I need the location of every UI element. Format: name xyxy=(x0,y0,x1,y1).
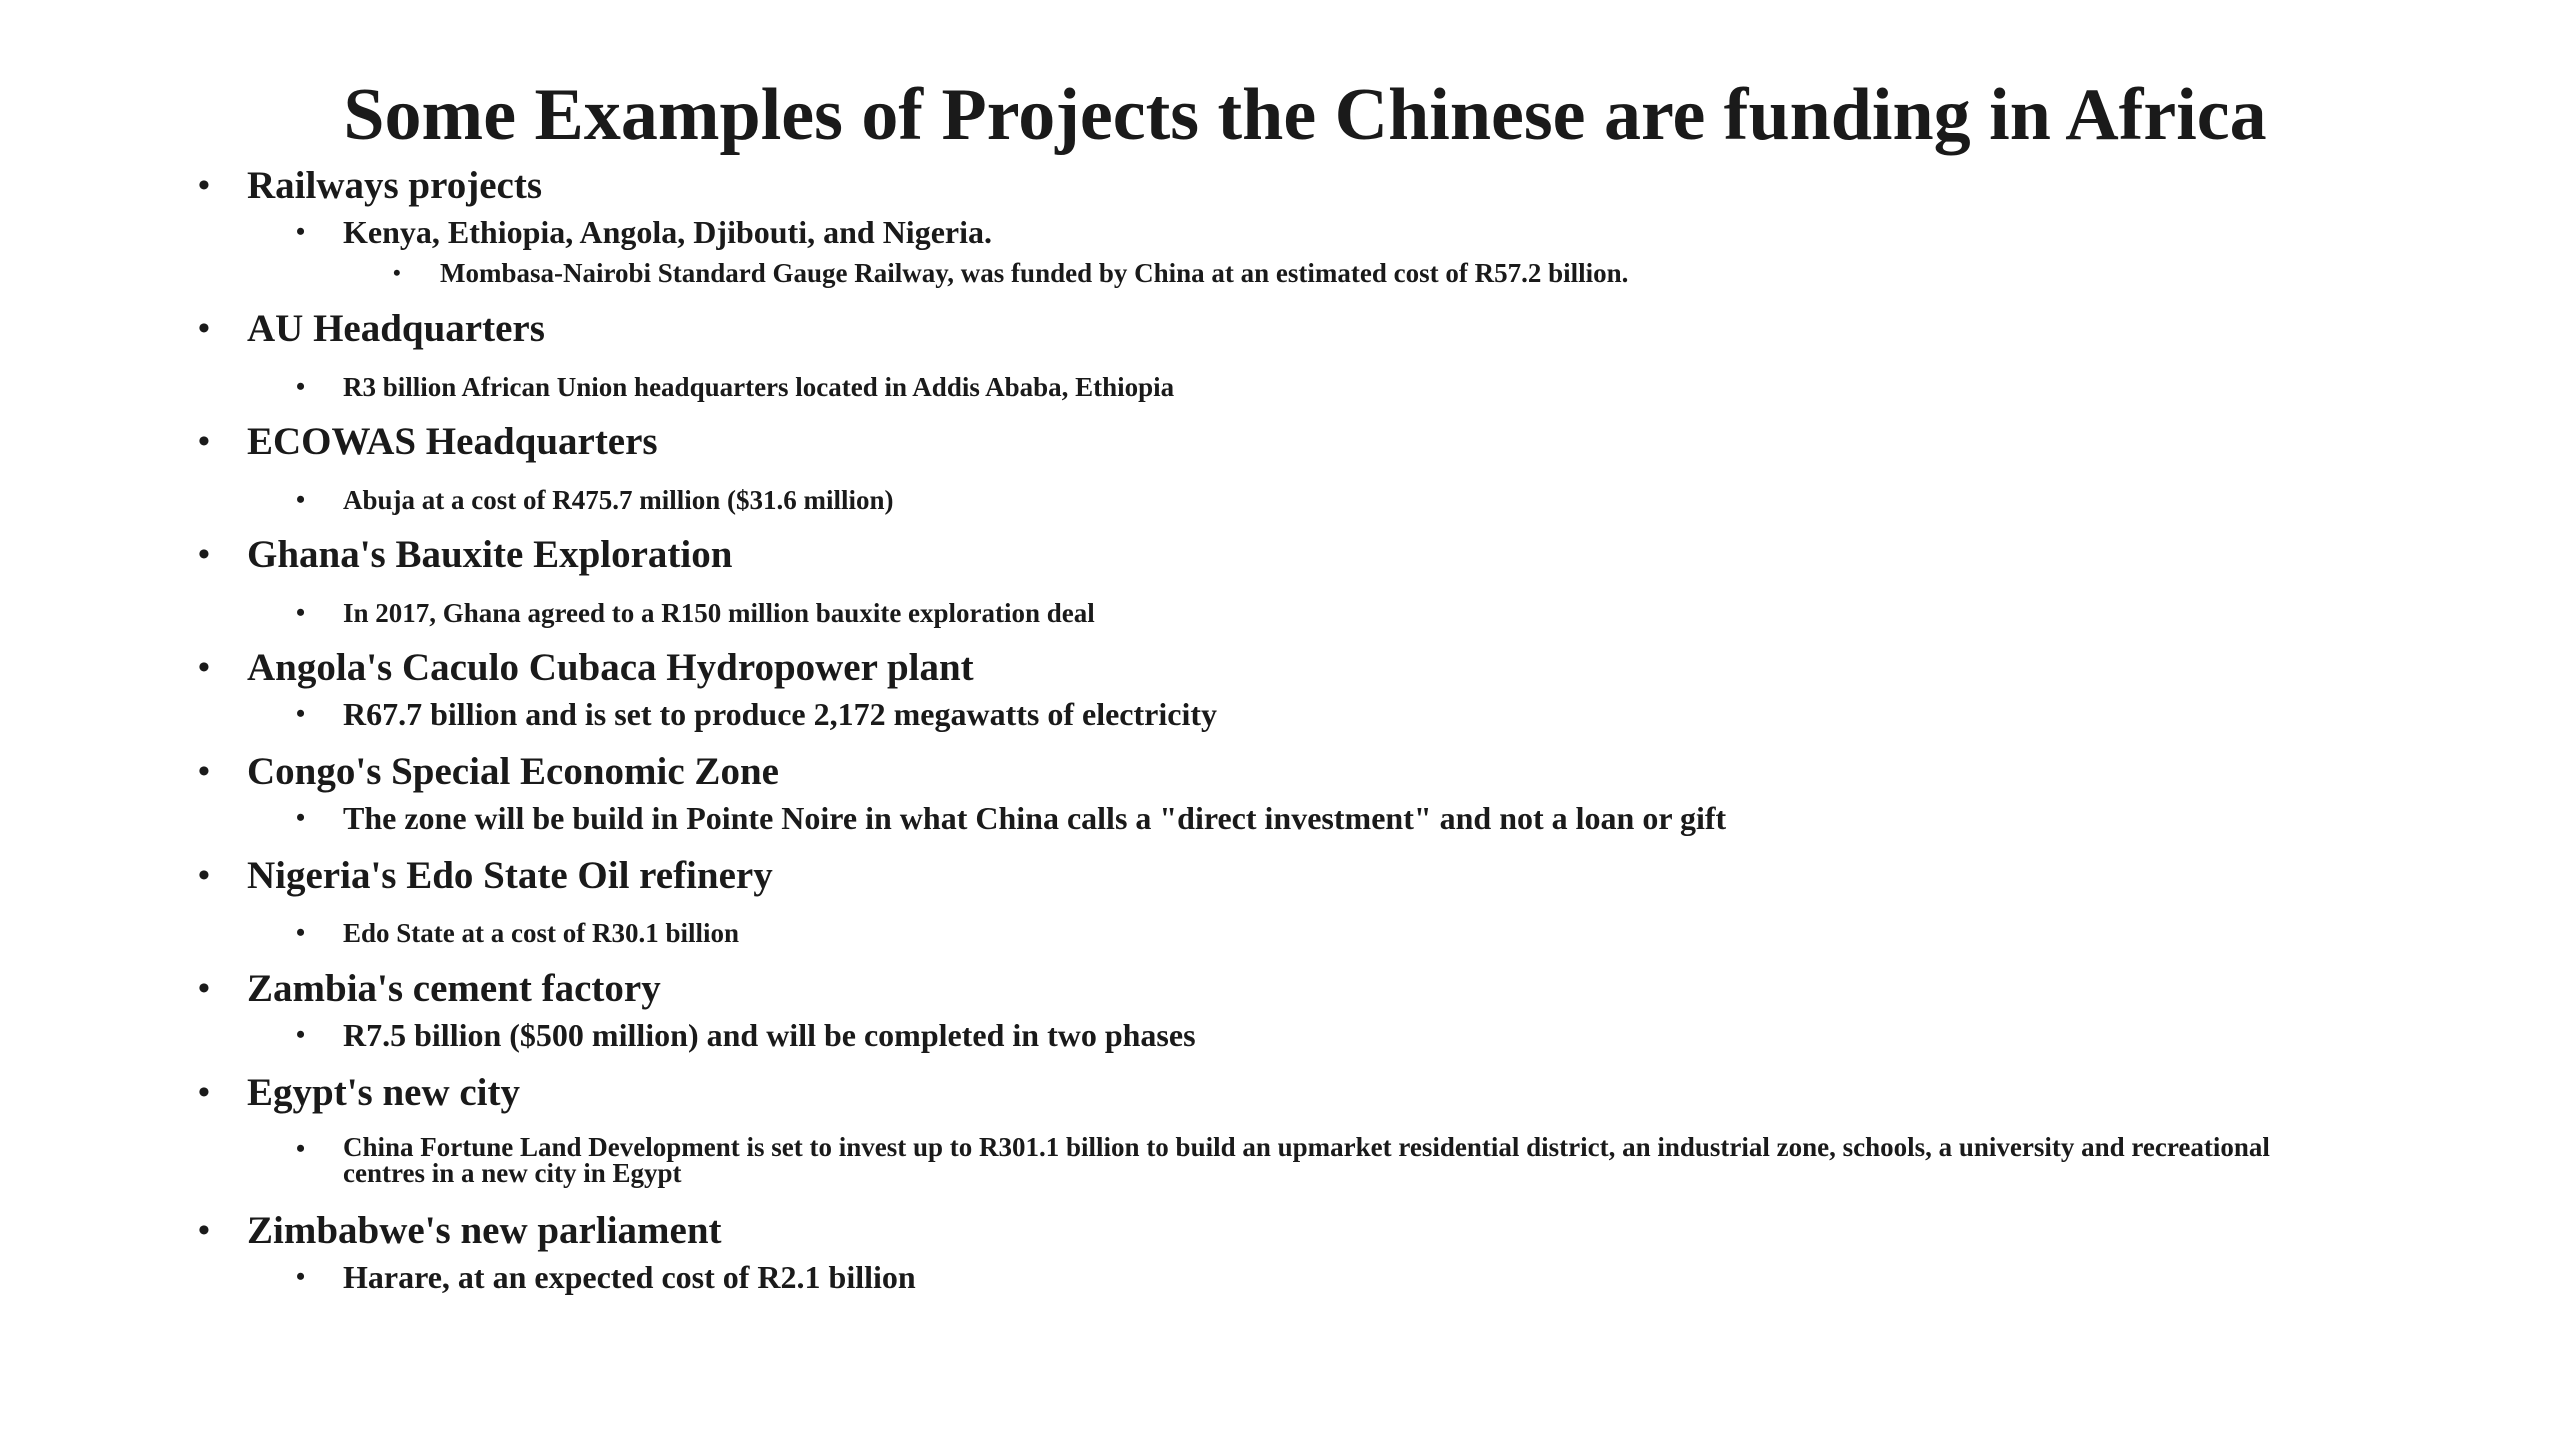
sub-bullet-text: The zone will be build in Pointe Noire in what China calls a "direct investment" and not a loan or gift xyxy=(343,800,1727,836)
sub-bullet-text: Kenya, Ethiopia, Angola, Djibouti, and Nigeria. xyxy=(343,214,992,250)
bullet-icon: • xyxy=(296,803,306,832)
bullet-icon: • xyxy=(198,649,210,686)
bullet-icon: • xyxy=(393,260,401,285)
bullet-heading: Egypt's new city xyxy=(247,1071,520,1114)
sub-bullet-text: R67.7 billion and is set to produce 2,172 megawatts of electricity xyxy=(343,696,1217,732)
sub-bullet-text: In 2017, Ghana agreed to a R150 million bauxite exploration deal xyxy=(343,598,1095,628)
bullet-heading: Congo's Special Economic Zone xyxy=(247,750,779,793)
bullet-icon: • xyxy=(296,1020,306,1049)
bullet-icon: • xyxy=(296,372,306,401)
bullet-heading: Zimbabwe's new parliament xyxy=(247,1209,722,1252)
bullet-heading: Zambia's cement factory xyxy=(247,967,661,1010)
bullet-heading: ECOWAS Headquarters xyxy=(247,420,658,463)
bullet-icon: • xyxy=(198,857,210,894)
bullet-icon: • xyxy=(296,699,306,728)
bullet-icon: • xyxy=(296,1134,306,1163)
bullet-icon: • xyxy=(198,1074,210,1111)
bullet-icon: • xyxy=(198,167,210,204)
bullet-heading: Nigeria's Edo State Oil refinery xyxy=(247,854,773,897)
sub-bullet-text: Abuja at a cost of R475.7 million ($31.6 million) xyxy=(343,485,894,515)
bullet-heading: AU Headquarters xyxy=(247,307,545,350)
bullet-icon: • xyxy=(296,1262,306,1291)
bullet-icon: • xyxy=(296,485,306,514)
bullet-icon: • xyxy=(198,970,210,1007)
slide-title: Some Examples of Projects the Chinese are funding in Africa xyxy=(343,74,2267,156)
sub-bullet-text: China Fortune Land Development is set to invest up to R301.1 billion to build an upmarket residential district, an industrial zone, schools, a university and recreational centres in a new city in Egypt xyxy=(343,1132,2270,1188)
bullet-heading: Railways projects xyxy=(247,164,542,207)
bullet-icon: • xyxy=(296,598,306,627)
bullet-icon: • xyxy=(198,423,210,460)
bullet-heading: Ghana's Bauxite Exploration xyxy=(247,533,733,576)
sub-bullet-text: R3 billion African Union headquarters located in Addis Ababa, Ethiopia xyxy=(343,372,1175,402)
bullet-heading: Angola's Caculo Cubaca Hydropower plant xyxy=(247,646,974,689)
bullet-icon: • xyxy=(198,753,210,790)
sub-bullet-text: Edo State at a cost of R30.1 billion xyxy=(343,918,740,948)
sub-bullet-text: Harare, at an expected cost of R2.1 billion xyxy=(343,1259,916,1295)
bullet-icon: • xyxy=(198,310,210,347)
bullet-icon: • xyxy=(296,217,306,246)
bullet-icon: • xyxy=(198,1212,210,1249)
bullet-icon: • xyxy=(296,918,306,947)
bullet-icon: • xyxy=(198,536,210,573)
sub-bullet-text: R7.5 billion ($500 million) and will be completed in two phases xyxy=(343,1017,1196,1053)
sub-sub-bullet-text: Mombasa-Nairobi Standard Gauge Railway, was funded by China at an estimated cost of R57.2 billion. xyxy=(440,258,1629,288)
